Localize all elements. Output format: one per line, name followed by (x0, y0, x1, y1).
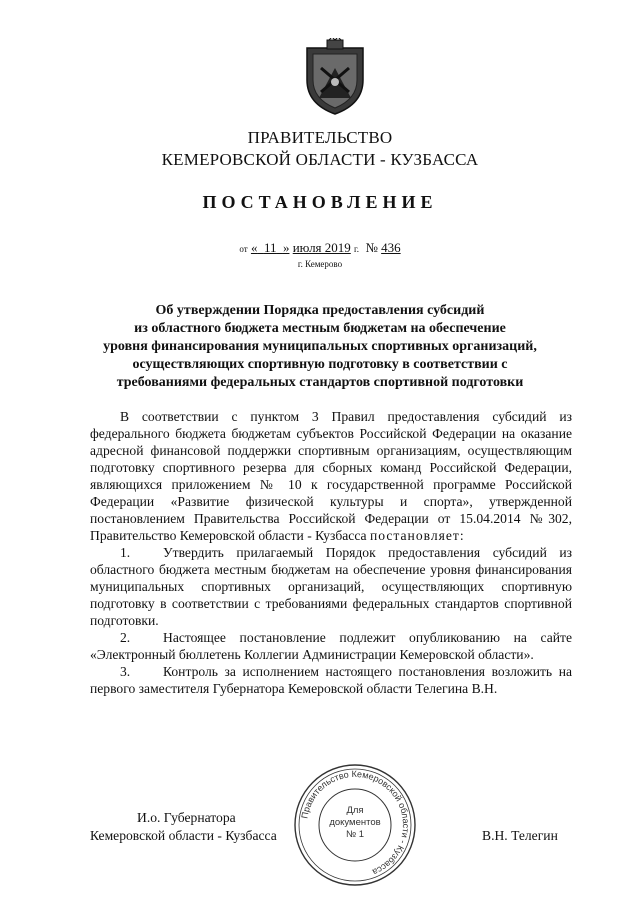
signatory-position-line2: Кемеровской области - Кузбасса (90, 828, 277, 843)
item-number: 1. (120, 545, 131, 560)
date-year-suffix: г. (354, 244, 359, 254)
signatory-name: В.Н. Телегин (482, 828, 558, 843)
list-item (90, 544, 572, 629)
official-stamp (293, 763, 417, 887)
title-line: из областного бюджета местным бюджетам на обеспечение (134, 321, 506, 336)
government-name-line1: ПРАВИТЕЛЬСТВО (247, 128, 393, 147)
number-sign: № (365, 240, 378, 255)
document-title (0, 302, 640, 392)
document-number: 436 (381, 240, 401, 255)
title-line: уровня финансирования муниципальных спортивных организаций, (103, 339, 537, 354)
item-number: 2. (120, 630, 131, 645)
date-prefix: от (239, 244, 248, 254)
stamp-ring-text: Правительство Кемеровской области - Кузбасса (299, 768, 412, 878)
stamp-center-line3: № 1 (345, 829, 365, 840)
list-item (90, 629, 572, 663)
item-text: Настоящее постановление подлежит опубликованию на сайте «Электронный бюллетень Коллегии Администрации Кемеровской области». (90, 630, 572, 662)
document-type: ПОСТАНОВЛЕНИЕ (202, 192, 438, 212)
date-quote-close: » (282, 240, 290, 255)
item-text: Контроль за исполнением настоящего постановления возложить на первого заместителя Губернатора Кемеровской области Телегина В.Н. (90, 664, 572, 696)
date-day: 11 (263, 240, 277, 255)
item-text: Утвердить прилагаемый Порядок предоставления субсидий из областного бюджета местным бюджетам на обеспечение уровня финансирования муниципальных спортивных организаций, осуществляющих спортивную подготовку в соответствии с требованиями федеральных стандартов спортивной подготовки. (90, 545, 572, 628)
resolution-word: постановляет: (369, 528, 465, 543)
list-item (90, 663, 572, 697)
stamp-center-line1: Для (346, 805, 364, 816)
title-line: Об утверждении Порядка предоставления субсидий (155, 303, 485, 318)
date-quote-open: « (250, 240, 258, 255)
preamble-paragraph: В соответствии с пунктом 3 Правил предоставления субсидий из федерального бюджета бюджетам субъектов Российской Федерации на оказание адресной финансовой поддержки спортивным организациям, осуществляющим подготовку спортивного резерва для сборных команд Российской Федерации, являющихся приложением № 10 к государственной программе Российской Федерации «Развитие физической культуры и спорта», утвержденной постановлением Правительства Российской Федерации от 15.04.2014 №302, Правительство Кемеровской области - Кузбасса постановляет: (90, 409, 572, 543)
item-number: 3. (120, 664, 131, 679)
dateline (0, 240, 640, 256)
government-name-line2: КЕМЕРОВСКОЙ ОБЛАСТИ - КУЗБАССА (161, 150, 479, 169)
title-line: требованиями федеральных стандартов спортивной подготовки (116, 375, 524, 390)
signatory-position-line1: И.о. Губернатора (137, 810, 236, 825)
stamp-center-line2: документов (329, 817, 381, 828)
city: г. Кемерово (297, 259, 343, 269)
coat-of-arms-emblem (299, 38, 371, 116)
document-body (90, 408, 572, 697)
title-line: осуществляющих спортивную подготовку в соответствии с (132, 357, 508, 372)
date-month-year: июля 2019 (292, 240, 351, 255)
